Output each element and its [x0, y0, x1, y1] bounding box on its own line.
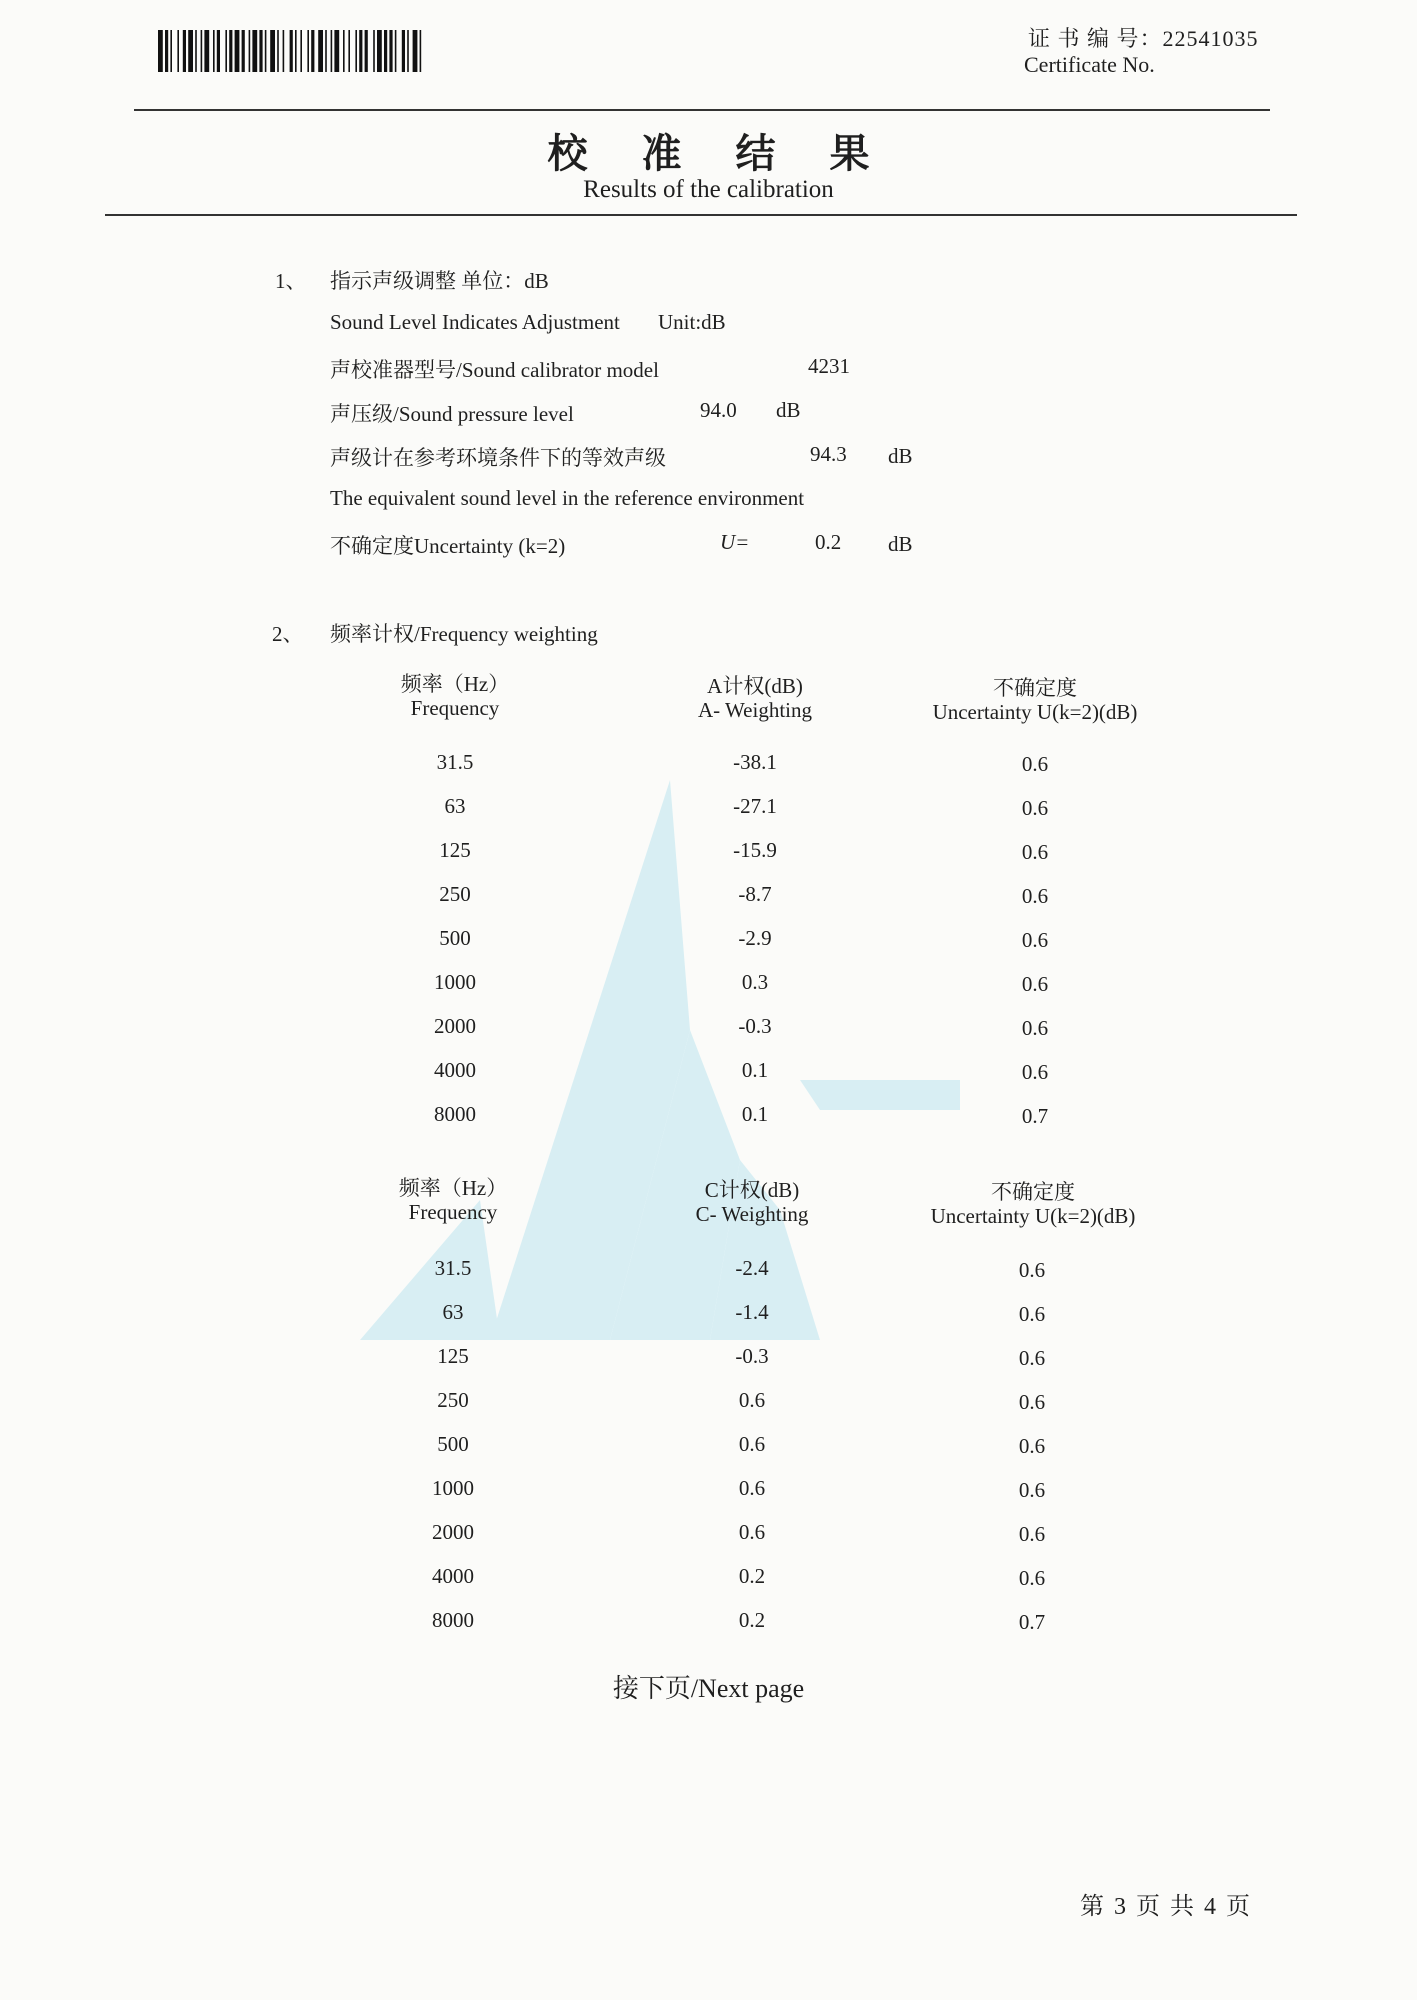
- table-a-weighting-cell: -27.1: [733, 794, 777, 818]
- table-c-uncertainty-cell: 0.6: [1018, 1566, 1046, 1590]
- table-c-frequency-cell: 8000: [432, 1608, 474, 1632]
- certificate-number: 22541035: [1162, 26, 1259, 51]
- table-a-uncertainty-cell: 0.6: [1021, 840, 1049, 864]
- page-title-en: Results of the calibration: [583, 176, 834, 203]
- table-a-frequency-cell: 8000: [434, 1102, 476, 1126]
- table-a-uncertainty-cell: 0.6: [1021, 752, 1049, 776]
- table-c-frequency-cell: 2000: [432, 1520, 474, 1544]
- table-a-uncertainty-cell: 0.6: [1021, 928, 1049, 952]
- table-a-weighting-cell: -0.3: [738, 1014, 772, 1038]
- uncertainty-value: 0.2: [815, 530, 842, 554]
- table-a-frequency-cell: 63: [444, 794, 466, 818]
- section2-index: 2、: [272, 622, 304, 646]
- next-page-note: 接下页/Next page: [612, 1674, 805, 1703]
- table-a-uncertainty-cell: 0.6: [1021, 1016, 1049, 1040]
- certificate-number-label-cn: 证 书 编 号：: [1028, 26, 1163, 51]
- table-c-head-frequency-en: Frequency: [408, 1200, 498, 1224]
- table-a-weighting-cell: -8.7: [738, 882, 772, 906]
- table-c-head-frequency-cn: 频率（Hz）: [398, 1176, 508, 1200]
- certificate-number-label-en: Certificate No.: [1024, 52, 1155, 77]
- table-a-uncertainty-cell: 0.6: [1021, 884, 1049, 908]
- title-divider: [105, 214, 1297, 216]
- table-c-frequency-cell: 1000: [432, 1476, 474, 1500]
- table-c-uncertainty-cell: 0.6: [1018, 1478, 1046, 1502]
- table-c-uncertainty-cell: 0.7: [1018, 1610, 1046, 1634]
- table-c-frequency-cell: 500: [437, 1432, 469, 1456]
- table-c-weighting-cell: 0.6: [738, 1520, 766, 1544]
- table-a-head-frequency-cn: 频率（Hz）: [400, 672, 510, 696]
- table-c-weighting-cell: -1.4: [735, 1300, 769, 1324]
- sound-pressure-value: 94.0: [700, 398, 737, 422]
- table-a-head-weighting-en: A- Weighting: [698, 698, 812, 722]
- equivalent-level-label-en: The equivalent sound level in the reference environment: [330, 486, 805, 510]
- table-a-frequency-cell: 125: [439, 838, 471, 862]
- table-a-weighting-cell: 0.1: [741, 1058, 769, 1082]
- table-c-weighting-cell: 0.6: [738, 1432, 766, 1456]
- table-a-head-uncertainty-cn: 不确定度: [993, 676, 1077, 700]
- table-a-weighting-cell: -15.9: [733, 838, 777, 862]
- section2-title: 频率计权/Frequency weighting: [330, 622, 598, 646]
- table-c-weighting-cell: 0.6: [738, 1476, 766, 1500]
- table-a-uncertainty-cell: 0.6: [1021, 972, 1049, 996]
- table-a-uncertainty-cell: 0.6: [1021, 796, 1049, 820]
- table-c-uncertainty-cell: 0.6: [1018, 1390, 1046, 1414]
- table-a-weighting-cell: -2.9: [738, 926, 772, 950]
- table-a-uncertainty-cell: 0.6: [1021, 1060, 1049, 1084]
- table-c-weighting-cell: 0.2: [738, 1564, 766, 1588]
- table-c-head-weighting-en: C- Weighting: [695, 1202, 809, 1226]
- certificate-number-line: [1028, 22, 1259, 53]
- table-a-weighting-cell: 0.3: [741, 970, 769, 994]
- sound-pressure-label: 声压级/Sound pressure level: [330, 402, 574, 426]
- table-a-frequency-cell: 250: [439, 882, 471, 906]
- table-c-frequency-cell: 250: [437, 1388, 469, 1412]
- equivalent-level-value: 94.3: [810, 442, 847, 466]
- table-a-frequency-cell: 4000: [434, 1058, 476, 1082]
- uncertainty-unit: dB: [888, 532, 913, 556]
- table-a-frequency-cell: 2000: [434, 1014, 476, 1038]
- section1-index: 1、: [275, 269, 307, 293]
- table-c-head-weighting-cn: C计权(dB): [704, 1178, 800, 1202]
- table-a-frequency-cell: 31.5: [436, 750, 474, 774]
- table-a-head-weighting-cn: A计权(dB): [707, 674, 803, 698]
- calibrator-model-label: 声校准器型号/Sound calibrator model: [330, 358, 659, 382]
- table-c-frequency-cell: 31.5: [434, 1256, 472, 1280]
- table-c-head-uncertainty-cn: 不确定度: [991, 1180, 1075, 1204]
- section1-title-cn: 指示声级调整 单位：dB: [330, 269, 549, 293]
- calibrator-model-value: 4231: [808, 354, 850, 378]
- page-title-cn: 校 准 结 果: [547, 131, 892, 176]
- table-c-frequency-cell: 4000: [432, 1564, 474, 1588]
- barcode-image: [158, 30, 592, 72]
- table-c-uncertainty-cell: 0.6: [1018, 1302, 1046, 1326]
- table-c-frequency-cell: 125: [437, 1344, 469, 1368]
- equivalent-level-unit: dB: [888, 444, 913, 468]
- sound-pressure-unit: dB: [776, 398, 801, 422]
- equivalent-level-label-cn: 声级计在参考环境条件下的等效声级: [330, 446, 666, 470]
- header-divider: [134, 109, 1270, 111]
- page-number: 第 3 页 共 4 页: [1080, 1894, 1252, 1920]
- table-c-uncertainty-cell: 0.6: [1018, 1346, 1046, 1370]
- table-a-weighting-cell: 0.1: [741, 1102, 769, 1126]
- table-c-uncertainty-cell: 0.6: [1018, 1434, 1046, 1458]
- table-c-weighting-cell: -2.4: [735, 1256, 769, 1280]
- section1-unit-en: Unit:dB: [658, 310, 726, 334]
- uncertainty-label: 不确定度Uncertainty (k=2): [330, 534, 566, 558]
- table-a-frequency-cell: 500: [439, 926, 471, 950]
- table-a-uncertainty-cell: 0.7: [1021, 1104, 1049, 1128]
- section1-title-en: Sound Level Indicates Adjustment: [330, 310, 620, 334]
- table-a-weighting-cell: -38.1: [733, 750, 777, 774]
- table-a-frequency-cell: 1000: [434, 970, 476, 994]
- table-c-weighting-cell: 0.6: [738, 1388, 766, 1412]
- table-c-uncertainty-cell: 0.6: [1018, 1258, 1046, 1282]
- table-c-head-uncertainty-en: Uncertainty U(k=2)(dB): [930, 1204, 1136, 1228]
- table-a-head-frequency-en: Frequency: [410, 696, 500, 720]
- table-a-head-uncertainty-en: Uncertainty U(k=2)(dB): [932, 700, 1138, 724]
- table-c-weighting-cell: 0.2: [738, 1608, 766, 1632]
- uncertainty-symbol: U=: [720, 530, 750, 554]
- table-c-weighting-cell: -0.3: [735, 1344, 769, 1368]
- table-c-frequency-cell: 63: [442, 1300, 464, 1324]
- table-c-uncertainty-cell: 0.6: [1018, 1522, 1046, 1546]
